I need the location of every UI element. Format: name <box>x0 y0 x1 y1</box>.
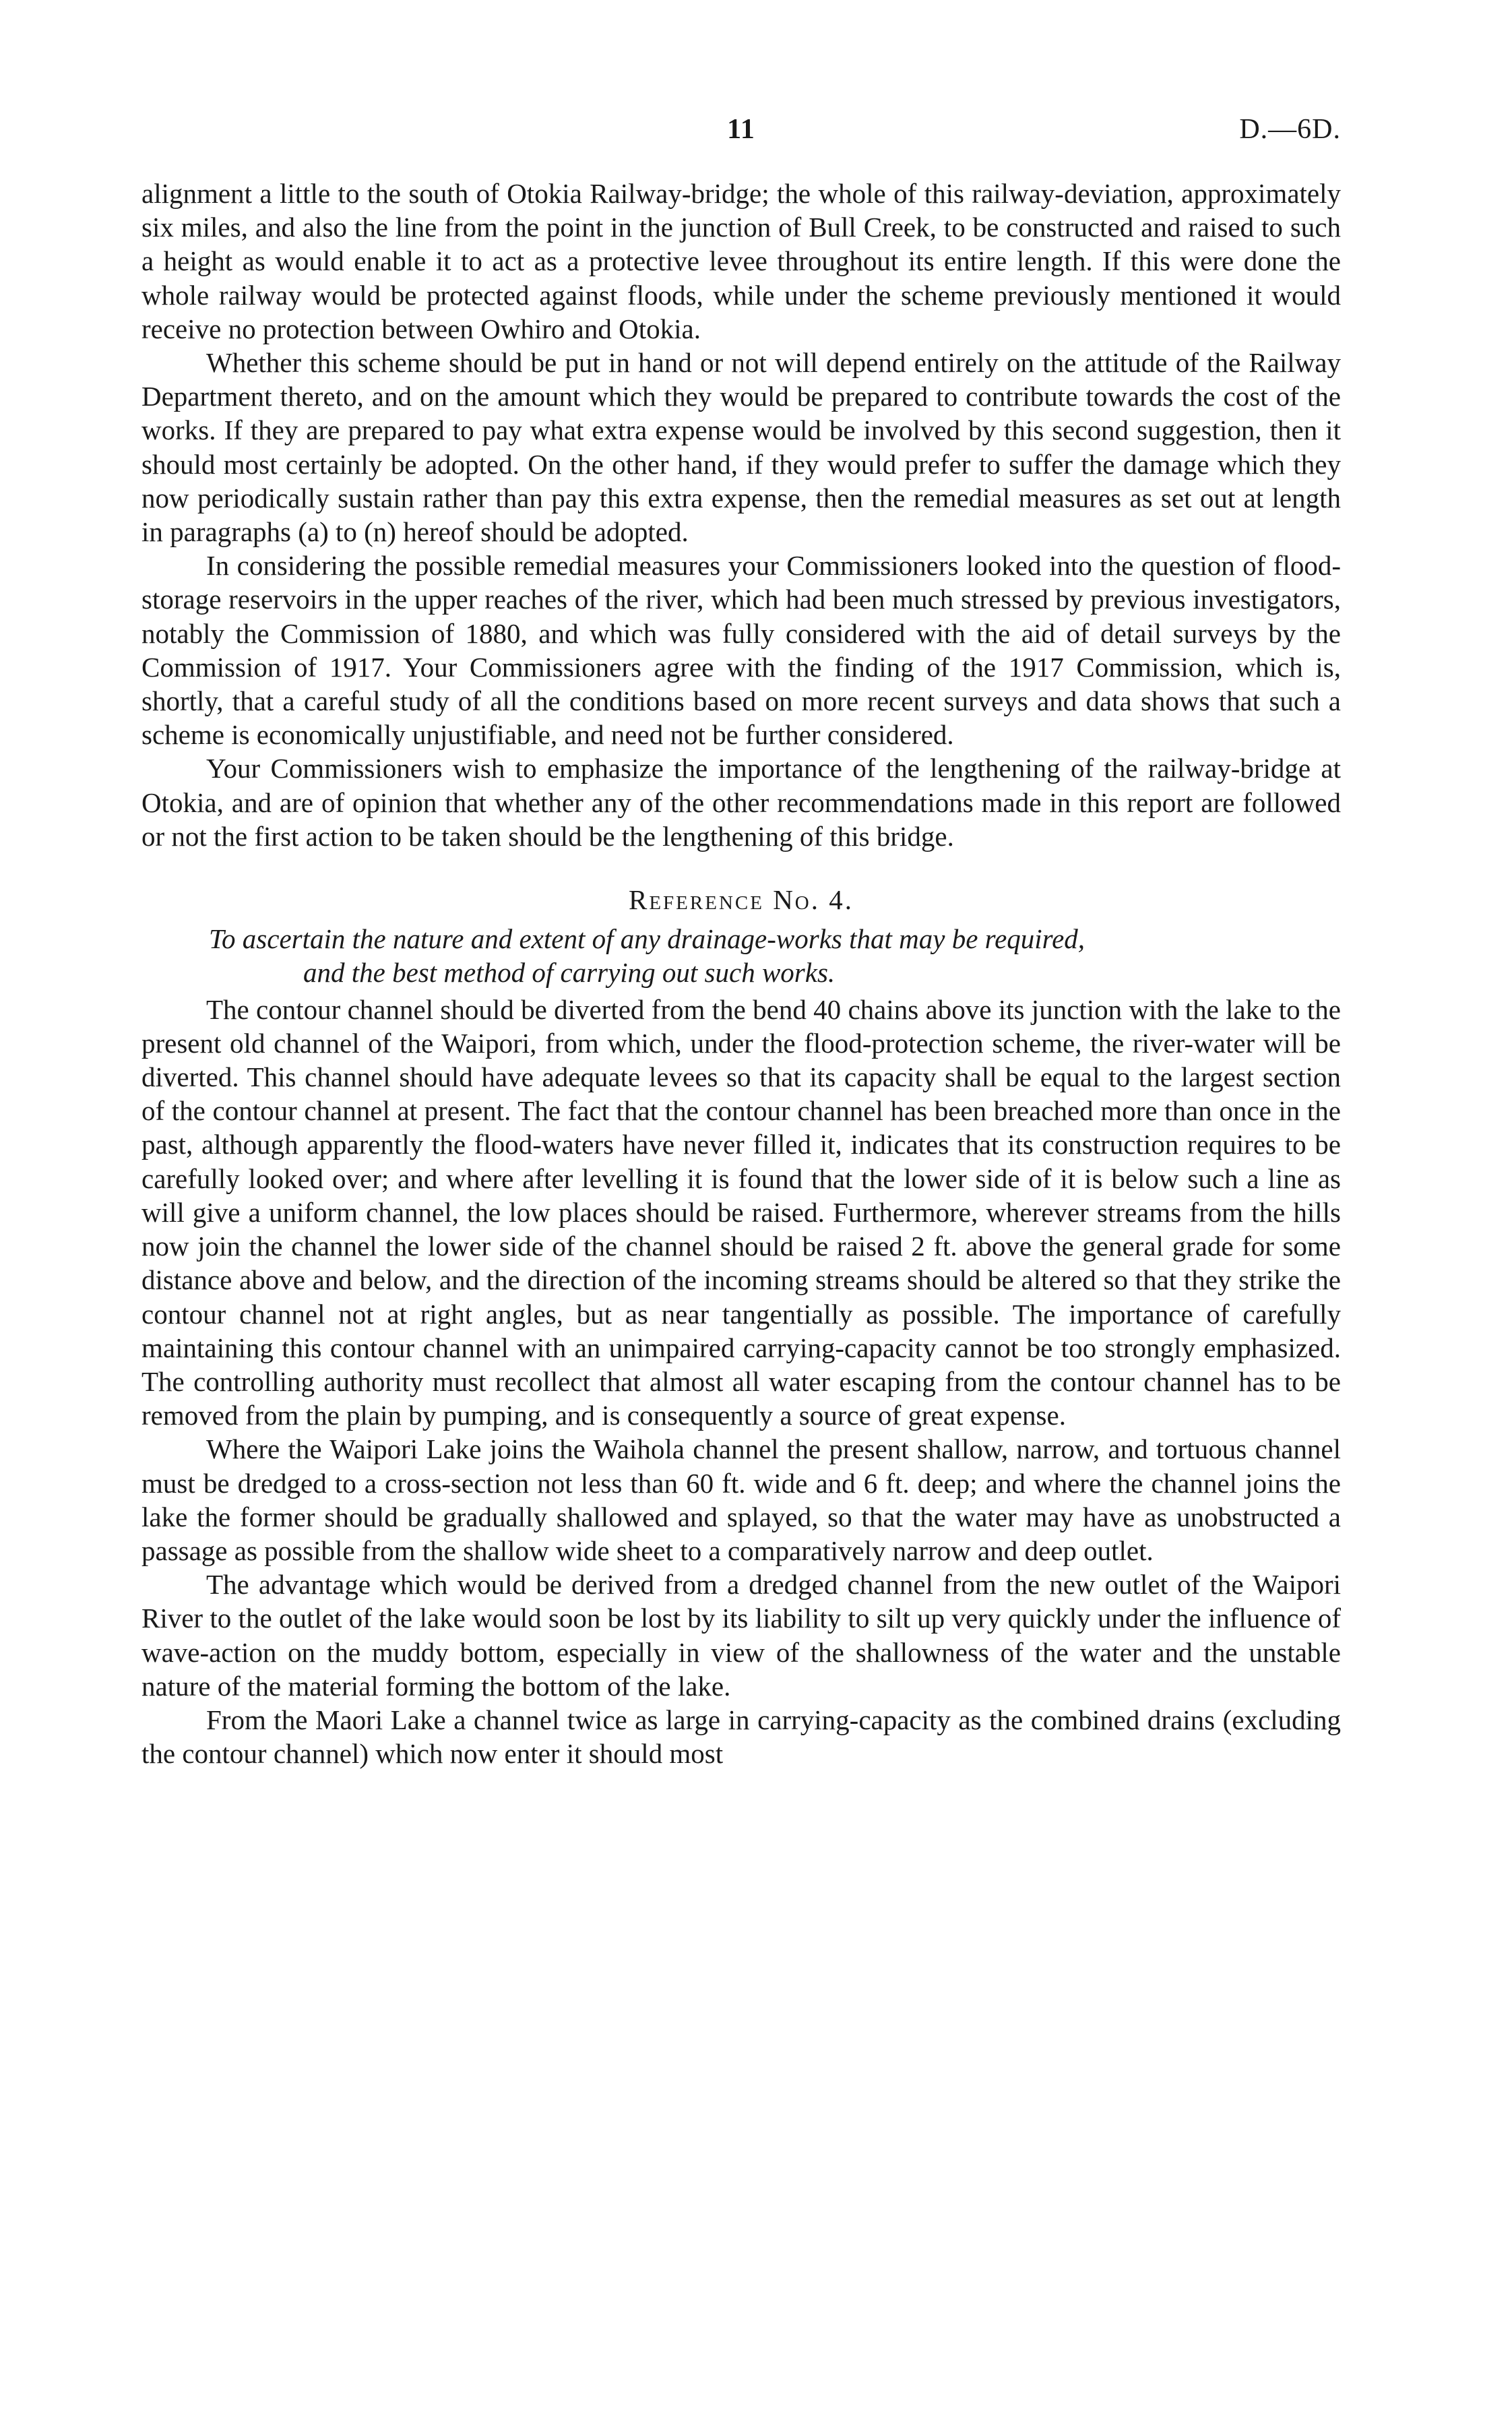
paragraph: In considering the possible remedial measures your Commissioners looked into the question of flood-storage reservoirs in the upper reaches of the river, which had been much stressed by previous investigators, notably the Commission of 1880, and which was fully considered with the aid of detail surveys by the Commission of 1917. Your Commissioners agree with the finding of the 1917 Commission, which is, shortly, that a careful study of all the conditions based on more recent surveys and data shows that such a scheme is economically unjustifiable, and need not be further considered. <box>141 550 1341 751</box>
section-subtitle-line-2: and the best method of carrying out such works. <box>303 957 836 989</box>
paragraph: The advantage which would be derived from a dredged channel from the new outlet of the Waipori River to the outlet of the lake would soon be lost by its liability to silt up very quickly under the influence of wave-action on the muddy bottom, especially in view of the shallowness of the water and the unstable nature of the material forming the bottom of the lake. <box>141 1569 1341 1702</box>
section-heading: Reference No. 4. <box>628 884 854 916</box>
paragraph: From the Maori Lake a channel twice as large in carrying-capacity as the combined drains (excluding the contour channel) which now enter it should most <box>141 1704 1341 1770</box>
document-reference: D.—6D. <box>1239 114 1341 145</box>
page-number: 11 <box>727 114 755 145</box>
body-text <box>141 177 1341 1770</box>
paragraph-continuation: alignment a little to the south of Otokia Railway-bridge; the whole of this railway-deviation, approximately six miles, and also the line from the point in the junction of Bull Creek, to be constructed and raised to such a height as would enable it to act as a protective levee throughout its entire length. If this were done the whole railway would be protected against floods, while under the scheme previously mentioned it would receive no protection between Owhiro and Otokia. <box>141 178 1341 344</box>
paragraph: Whether this scheme should be put in hand or not will depend entirely on the attitude of the Railway Department thereto, and on the amount which they would be prepared to contribute towards the cost of the works. If they are prepared to pay what extra expense would be involved by this second suggestion, then it should most certainly be adopted. On the other hand, if they would prefer to suffer the damage which they now periodically sustain rather than pay this extra expense, then the remedial measures as set out at length in paragraphs (a) to (n) hereof should be adopted. <box>141 347 1341 548</box>
page-header <box>141 113 1341 154</box>
section-subtitle <box>141 922 1341 989</box>
paragraph: Where the Waipori Lake joins the Waihola channel the present shallow, narrow, and tortuous channel must be dredged to a cross-section not less than 60 ft. wide and 6 ft. deep; and where the channel joins the lake the former should be gradually shallowed and splayed, so that the water may have as unobstructed a passage as possible from the shallow wide sheet to a comparatively narrow and deep outlet. <box>141 1433 1341 1566</box>
paragraph: Your Commissioners wish to emphasize the importance of the lengthening of the railway-bridge at Otokia, and are of opinion that whether any of the other recommendations made in this report are followed or not the first action to be taken should be the lengthening of this bridge. <box>141 753 1341 852</box>
section-subtitle-line-1: To ascertain the nature and extent of any drainage-works that may be required, <box>209 923 1085 955</box>
paragraph: The contour channel should be diverted from the bend 40 chains above its junction with the lake to the present old channel of the Waipori, from which, under the flood-protection scheme, the river-water will be diverted. This channel should have adequate levees so that its capacity shall be equal to the largest section of the contour channel at present. The fact that the contour channel has been breached more than once in the past, although apparently the flood-waters have never filled it, indicates that its construction requires to be carefully looked over; and where after levelling it is found that the lower side of it is below such a line as will give a uniform channel, the low places should be raised. Furthermore, wherever streams from the hills now join the channel the lower side of the channel should be raised 2 ft. above the general grade for some distance above and below, and the direction of the incoming streams should be altered so that they strike the contour channel not at right angles, but as near tangentially as possible. The importance of carefully maintaining this contour channel with an unimpaired carrying-capacity cannot be too strongly emphasized. The controlling authority must recollect that almost all water escaping from the contour channel has to be removed from the plain by pumping, and is consequently a source of great expense. <box>141 993 1341 1431</box>
